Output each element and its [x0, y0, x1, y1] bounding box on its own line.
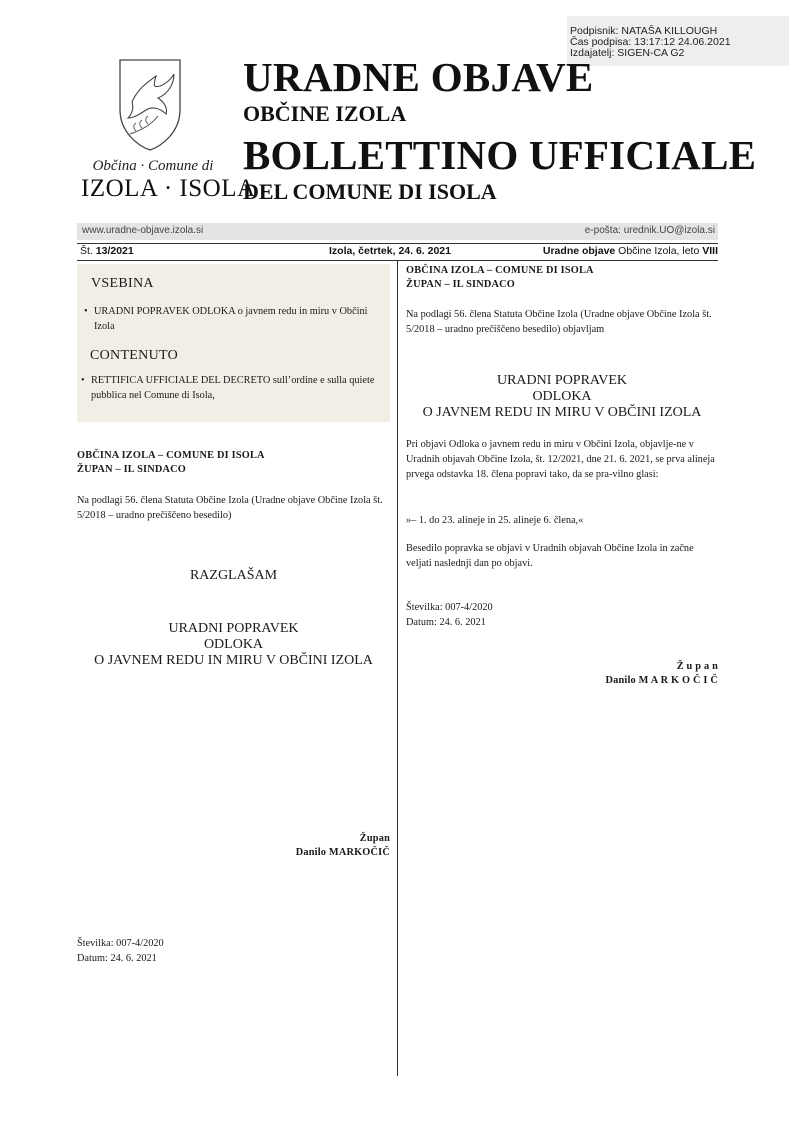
- contents-heading-sl: VSEBINA: [91, 276, 154, 291]
- left-document-meta: Številka: 007-4/2020 Datum: 24. 6. 2021: [77, 938, 164, 964]
- contents-heading-it: CONTENUTO: [90, 348, 178, 363]
- contact-bar: [77, 223, 718, 240]
- coat-of-arms-icon: [118, 58, 182, 152]
- masthead-title-sl: URADNE OBJAVE: [243, 54, 594, 100]
- masthead-subtitle-it: DEL COMUNE DI ISOLA: [243, 179, 497, 204]
- issue-place-date: Izola, četrtek, 24. 6. 2021: [329, 245, 451, 257]
- website-link[interactable]: www.uradne-objave.izola.si: [82, 225, 204, 236]
- signature-time: Čas podpisa: 13:17:12 24.06.2021: [570, 36, 731, 48]
- column-divider: [397, 261, 398, 1076]
- contents-item-sl[interactable]: • URADNI POPRAVEK ODLOKA o javnem redu in miru v Občini Izola: [84, 306, 368, 332]
- right-mayor-signature: Ž u p a n Danilo M A R K O Č I Č: [605, 661, 718, 686]
- masthead-title-it: BOLLETTINO UFFICIALE: [243, 132, 757, 178]
- email-link[interactable]: e-pošta: urednik.UO@izola.si: [584, 225, 715, 236]
- right-paragraph-3: Besedilo popravka se objavi v Uradnih objavah Občine Izola in začne veljati naslednji dan po objavi.: [406, 543, 694, 569]
- contents-box: [77, 264, 390, 422]
- signature-issuer: Izdajatelj: SIGEN-CA G2: [570, 47, 685, 59]
- right-paragraph-1: Pri objavi Odloka o javnem redu in miru v Občini Izola, objavlje-ne v Uradnih objavah Občine Izola, št. 12/2021, dne 21. 6. 2021, se prva alineja prvega odstavka 18. člena popravi tako, da se pra-vilno glasi:: [406, 439, 715, 480]
- left-decree-title: URADNI POPRAVEK ODLOKA O JAVNEM REDU IN MIRU V OBČINI IZOLA: [94, 621, 373, 668]
- issue-number: Št. 13/2021: [80, 245, 134, 257]
- right-paragraph-2: »– 1. do 23. alineje in 25. alineje 6. člena,«: [406, 515, 584, 526]
- signature-signer: Podpisnik: NATAŠA KILLOUGH: [570, 25, 718, 37]
- left-proclaim: RAZGLAŠAM: [189, 568, 278, 583]
- masthead-subtitle-sl: OBČINE IZOLA: [243, 101, 407, 126]
- divider-top: [77, 243, 718, 244]
- right-document-meta: Številka: 007-4/2020 Datum: 24. 6. 2021: [406, 602, 493, 628]
- left-issuer: OBČINA IZOLA – COMUNE DI ISOLA ŽUPAN – IL SINDACO: [77, 450, 265, 475]
- municipality-big-label: IZOLA · ISOLA: [81, 175, 256, 202]
- contents-item-it[interactable]: • RETTIFICA UFFICIALE DEL DECRETO sull’ordine e sulla quiete pubblica nel Comune di Isola,: [81, 375, 375, 401]
- left-mayor-signature: Župan Danilo MARKOČIČ: [295, 833, 390, 858]
- issue-publication: Uradne objave Občine Izola, leto VIII: [542, 245, 718, 257]
- right-legal-basis: Na podlagi 56. člena Statuta Občine Izola (Uradne objave Občine Izola št. 5/2018 – uradno prečiščeno besedilo) objavljam: [406, 309, 712, 335]
- right-decree-title: URADNI POPRAVEK ODLOKA O JAVNEM REDU IN MIRU V OBČINI IZOLA: [422, 373, 702, 420]
- municipality-small-label: Občina · Comune di: [92, 158, 214, 174]
- digital-signature-box: [567, 16, 789, 66]
- left-legal-basis: Na podlagi 56. člena Statuta Občine Izola (Uradne objave Občine Izola št. 5/2018 – uradno prečiščeno besedilo): [77, 495, 383, 521]
- right-issuer: OBČINA IZOLA – COMUNE DI ISOLA ŽUPAN – IL SINDACO: [406, 265, 594, 290]
